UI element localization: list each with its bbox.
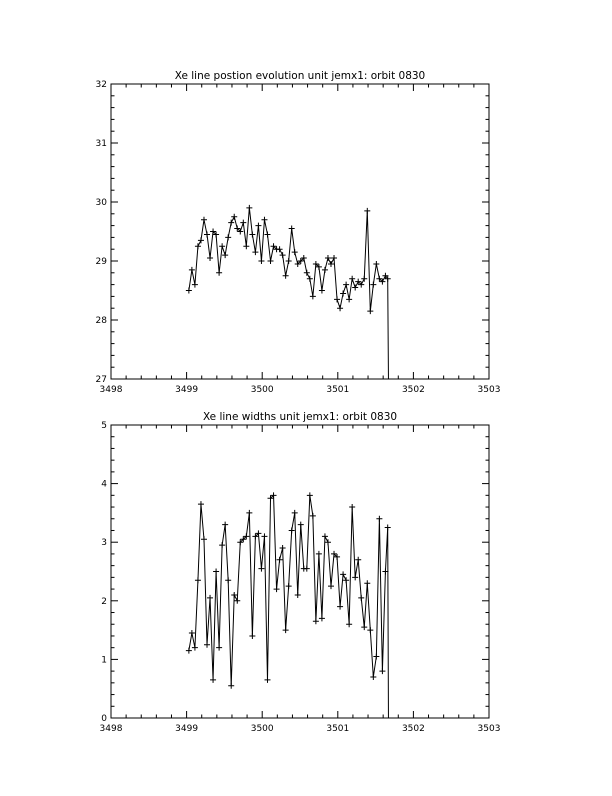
data-point-marker xyxy=(352,574,358,580)
chart-panel-1 xyxy=(96,70,501,395)
data-point-marker xyxy=(186,288,192,294)
data-point-marker xyxy=(322,533,328,539)
x-tick-label: 3502 xyxy=(401,385,425,395)
x-tick-label: 3501 xyxy=(326,724,350,734)
x-tick-label: 3500 xyxy=(250,385,274,395)
y-tick-label: 4 xyxy=(101,479,107,490)
data-point-marker xyxy=(210,677,216,683)
data-point-marker xyxy=(289,527,295,533)
data-point-marker xyxy=(361,276,367,282)
data-point-marker xyxy=(225,577,231,583)
data-point-marker xyxy=(201,536,207,542)
data-point-marker xyxy=(310,513,316,519)
data-point-marker xyxy=(192,282,198,288)
data-point-marker xyxy=(316,551,322,557)
chart-title: Xe line postion evolution unit jemx1: orbit 0830 xyxy=(174,70,426,82)
data-point-marker xyxy=(364,208,370,214)
data-point-marker xyxy=(373,653,379,659)
data-point-marker xyxy=(246,205,252,211)
data-point-marker xyxy=(289,226,295,232)
data-point-marker xyxy=(340,571,346,577)
data-point-marker xyxy=(249,633,255,639)
data-point-marker xyxy=(234,598,240,604)
data-point-marker xyxy=(322,267,328,273)
data-point-marker xyxy=(310,293,316,299)
x-tick-label: 3501 xyxy=(326,385,350,395)
y-tick-label: 5 xyxy=(101,421,107,431)
data-point-marker xyxy=(207,255,213,261)
data-point-marker xyxy=(222,522,228,528)
data-point-marker xyxy=(189,630,195,636)
data-point-marker xyxy=(343,577,349,583)
y-tick-label: 2 xyxy=(101,596,107,607)
data-point-marker xyxy=(319,288,325,294)
data-point-marker xyxy=(246,510,252,516)
data-point-marker xyxy=(249,231,255,237)
data-point-marker xyxy=(319,615,325,621)
data-point-marker xyxy=(204,231,210,237)
data-point-marker xyxy=(213,569,219,575)
data-point-marker xyxy=(307,492,313,498)
data-point-marker xyxy=(340,290,346,296)
data-point-marker xyxy=(325,539,331,545)
data-point-marker xyxy=(307,276,313,282)
data-point-marker xyxy=(379,668,385,674)
data-point-marker xyxy=(280,545,286,551)
x-tick-label: 3499 xyxy=(175,724,199,734)
data-point-marker xyxy=(277,557,283,563)
data-point-marker xyxy=(243,243,249,249)
data-point-marker xyxy=(195,577,201,583)
data-point-marker xyxy=(334,296,340,302)
data-point-marker xyxy=(261,217,267,223)
data-point-marker xyxy=(367,627,373,633)
data-point-marker xyxy=(364,580,370,586)
data-point-marker xyxy=(222,252,228,258)
data-point-marker xyxy=(337,305,343,311)
plot-frame xyxy=(111,425,489,718)
data-point-marker xyxy=(286,583,292,589)
y-tick-label: 30 xyxy=(95,198,107,208)
chart-title: Xe line widths unit jemx1: orbit 0830 xyxy=(202,411,398,423)
data-point-marker xyxy=(313,618,319,624)
data-point-marker xyxy=(225,234,231,240)
data-point-marker xyxy=(231,592,237,598)
data-point-marker xyxy=(292,249,298,255)
data-point-marker xyxy=(280,252,286,258)
y-tick-label: 1 xyxy=(101,655,107,666)
data-point-marker xyxy=(258,258,264,264)
data-point-marker xyxy=(376,516,382,522)
data-point-marker xyxy=(277,246,283,252)
series-line xyxy=(189,495,389,718)
data-point-marker xyxy=(295,592,301,598)
x-tick-label: 3503 xyxy=(477,724,501,734)
data-point-marker xyxy=(325,255,331,261)
data-point-marker xyxy=(198,501,204,507)
data-point-marker xyxy=(385,525,391,531)
data-point-marker xyxy=(373,261,379,267)
data-point-marker xyxy=(201,217,207,223)
data-point-marker xyxy=(286,258,292,264)
data-point-marker xyxy=(283,273,289,279)
data-point-marker xyxy=(274,586,280,592)
data-point-marker xyxy=(304,270,310,276)
data-point-marker xyxy=(331,255,337,261)
data-point-marker xyxy=(192,645,198,651)
chart-panel-2 xyxy=(100,411,501,734)
y-tick-label: 27 xyxy=(95,375,107,385)
data-point-marker xyxy=(346,621,352,627)
data-point-marker xyxy=(283,627,289,633)
y-tick-label: 31 xyxy=(95,139,107,149)
data-point-marker xyxy=(352,285,358,291)
data-point-marker xyxy=(370,282,376,288)
y-tick-label: 3 xyxy=(101,538,107,549)
data-point-marker xyxy=(358,595,364,601)
data-point-marker xyxy=(292,510,298,516)
data-point-marker xyxy=(346,296,352,302)
data-point-marker xyxy=(219,542,225,548)
data-point-marker xyxy=(186,648,192,654)
data-point-marker xyxy=(228,220,234,226)
data-point-marker xyxy=(361,624,367,630)
data-point-marker xyxy=(219,243,225,249)
data-point-marker xyxy=(195,243,201,249)
data-point-marker xyxy=(268,258,274,264)
data-point-marker xyxy=(204,642,210,648)
y-tick-label: 29 xyxy=(95,257,107,267)
data-point-marker xyxy=(252,249,258,255)
data-point-marker xyxy=(370,674,376,680)
data-point-marker xyxy=(349,504,355,510)
data-point-marker xyxy=(198,237,204,243)
data-point-marker xyxy=(228,683,234,689)
data-point-marker xyxy=(216,270,222,276)
data-point-marker xyxy=(337,604,343,610)
x-tick-label: 3498 xyxy=(99,385,123,395)
y-tick-label: 32 xyxy=(95,80,107,90)
data-point-marker xyxy=(261,533,267,539)
x-tick-label: 3503 xyxy=(477,385,501,395)
data-point-marker xyxy=(231,214,237,220)
x-tick-label: 3502 xyxy=(401,724,425,734)
y-tick-label: 28 xyxy=(95,316,107,326)
data-point-marker xyxy=(258,566,264,572)
data-point-marker xyxy=(216,645,222,651)
data-point-marker xyxy=(207,595,213,601)
data-point-marker xyxy=(255,223,261,229)
data-point-marker xyxy=(304,566,310,572)
data-point-marker xyxy=(367,308,373,314)
data-point-marker xyxy=(355,557,361,563)
data-point-marker xyxy=(328,583,334,589)
data-point-marker xyxy=(328,261,334,267)
data-point-marker xyxy=(264,231,270,237)
data-point-marker xyxy=(240,220,246,226)
series-line xyxy=(189,208,389,379)
data-point-marker xyxy=(298,522,304,528)
x-tick-label: 3498 xyxy=(99,724,123,734)
data-point-marker xyxy=(343,282,349,288)
plot-frame xyxy=(111,84,489,379)
data-point-marker xyxy=(349,276,355,282)
y-tick-label: 0 xyxy=(101,714,107,724)
data-point-marker xyxy=(189,267,195,273)
data-point-marker xyxy=(264,677,270,683)
x-tick-label: 3499 xyxy=(175,385,199,395)
x-tick-label: 3500 xyxy=(250,724,274,734)
